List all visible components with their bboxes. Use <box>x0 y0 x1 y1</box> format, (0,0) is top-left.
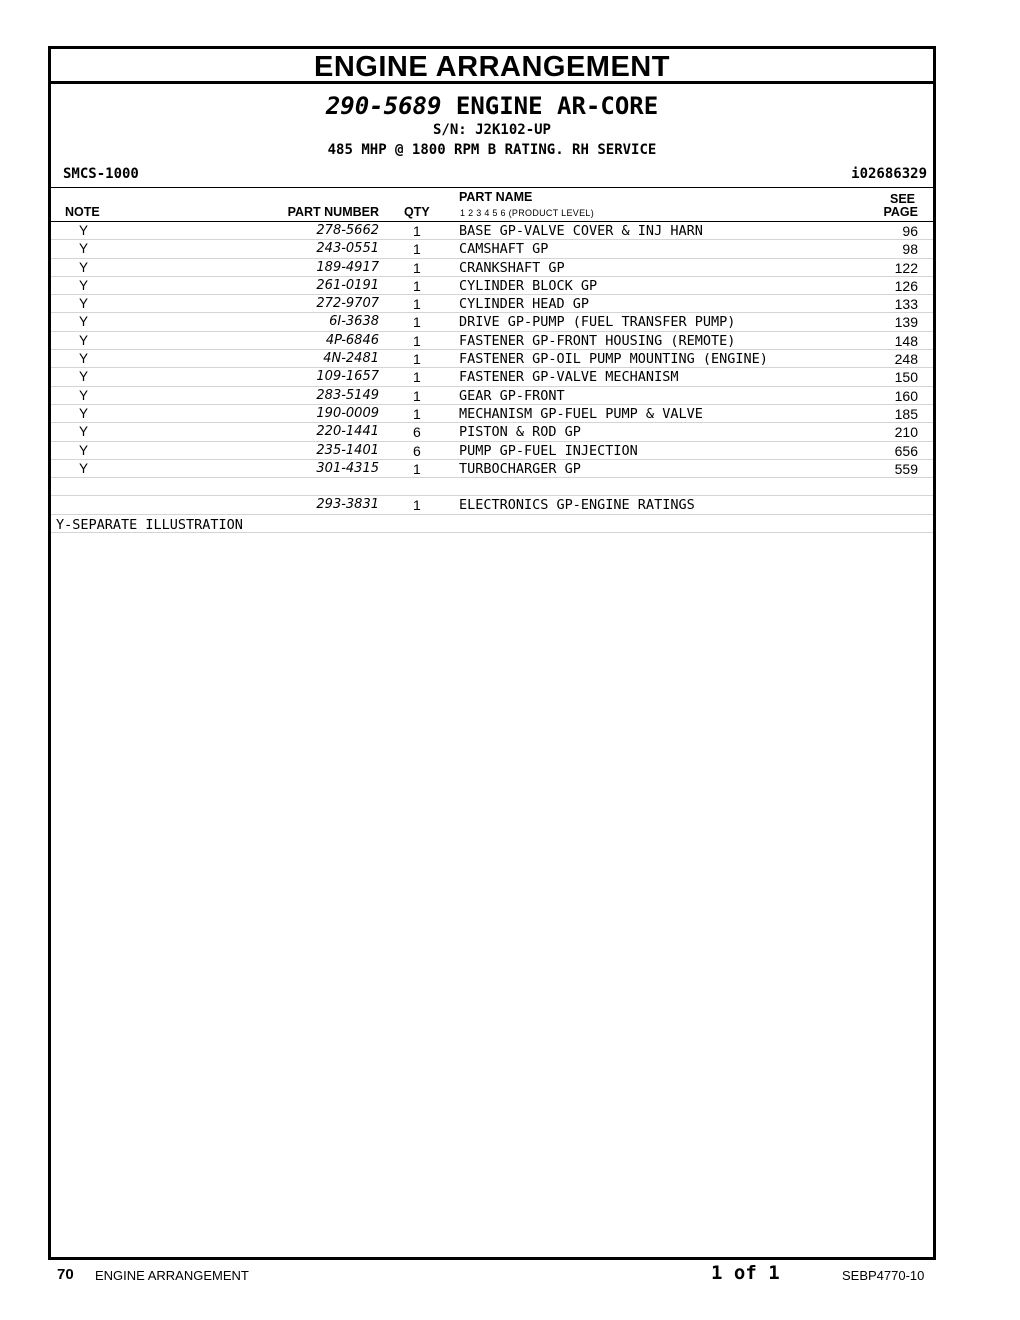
table-row <box>51 240 933 258</box>
qty-cell: 6 <box>413 442 421 459</box>
table-row <box>51 368 933 386</box>
part-number-cell[interactable]: 293-3831 <box>316 497 379 513</box>
page-frame <box>48 46 936 1260</box>
note-cell: Y <box>79 277 89 293</box>
see-page-cell[interactable]: 148 <box>894 332 918 349</box>
see-column-header: SEE <box>889 192 915 206</box>
page-column-header: PAGE <box>883 205 918 219</box>
part-name-cell: MECHANISM GP-FUEL PUMP & VALVE <box>459 405 703 422</box>
qty-cell: 1 <box>413 259 421 276</box>
qty-cell: 1 <box>413 332 421 349</box>
product-level-header: 1 2 3 4 5 6 (PRODUCT LEVEL) <box>460 208 594 218</box>
table-row <box>51 277 933 295</box>
see-page-cell[interactable]: 96 <box>902 223 918 239</box>
table-row <box>51 259 933 277</box>
part-name-cell: TURBOCHARGER GP <box>459 460 581 477</box>
table-row <box>51 387 933 405</box>
part-number-cell[interactable]: 235-1401 <box>316 442 379 458</box>
see-page-cell[interactable]: 139 <box>894 314 918 331</box>
column-header <box>51 188 933 222</box>
footnote-row <box>51 515 933 533</box>
note-cell: Y <box>79 259 89 275</box>
group-title <box>51 91 933 121</box>
see-page-cell[interactable]: 559 <box>894 460 918 477</box>
part-number-cell[interactable]: 4P-6846 <box>325 332 379 348</box>
note-cell: Y <box>79 223 89 238</box>
qty-cell: 1 <box>413 405 421 422</box>
part-name-cell: GEAR GP-FRONT <box>459 387 565 404</box>
page-title: ENGINE ARRANGEMENT <box>51 49 933 84</box>
table-row <box>51 442 933 460</box>
note-column-header: NOTE <box>65 205 100 219</box>
part-name-cell: DRIVE GP-PUMP (FUEL TRANSFER PUMP) <box>459 314 736 331</box>
part-number-cell[interactable]: 220-1441 <box>316 424 379 440</box>
qty-cell: 1 <box>413 497 421 514</box>
see-page-cell[interactable]: 210 <box>894 424 918 441</box>
see-page-cell[interactable]: 98 <box>902 241 918 258</box>
part-number-cell[interactable]: 109-1657 <box>316 369 379 385</box>
note-cell: Y <box>79 369 89 385</box>
qty-cell: 1 <box>413 296 421 313</box>
part-number-cell[interactable]: 301-4315 <box>316 460 379 476</box>
qty-cell: 1 <box>413 277 421 294</box>
note-cell: Y <box>79 460 89 476</box>
part-name-cell: BASE GP-VALVE COVER & INJ HARN <box>459 223 703 239</box>
part-name-column-header: PART NAME <box>459 190 533 204</box>
note-cell: Y <box>79 387 89 403</box>
qty-cell: 1 <box>413 387 421 404</box>
part-number-cell[interactable]: 189-4917 <box>316 259 379 275</box>
part-number-cell[interactable]: 4N-2481 <box>323 351 379 367</box>
table-row <box>51 423 933 441</box>
note-cell: Y <box>79 424 89 440</box>
qty-cell: 1 <box>413 223 421 239</box>
table-row <box>51 496 933 514</box>
page-number: 70 <box>57 1266 74 1283</box>
page-footer <box>0 1262 1020 1290</box>
see-page-cell[interactable]: 160 <box>894 387 918 404</box>
table-row <box>51 313 933 331</box>
part-number-cell[interactable]: 6I-3638 <box>329 314 379 330</box>
note-cell: Y <box>79 405 89 421</box>
serial-range: S/N: J2K102-UP <box>432 122 551 138</box>
qty-cell: 1 <box>413 351 421 368</box>
qty-column-header: QTY <box>404 205 430 219</box>
note-cell: Y <box>79 241 89 257</box>
see-page-cell[interactable]: 122 <box>894 259 918 276</box>
note-cell: Y <box>79 314 89 330</box>
see-page-cell[interactable]: 248 <box>894 351 918 368</box>
document-id: SEBP4770-10 <box>842 1268 925 1283</box>
parts-table <box>51 222 933 515</box>
table-row <box>51 350 933 368</box>
engine-rating: 485 MHP @ 1800 RPM B RATING. RH SERVICE <box>327 142 657 158</box>
table-row <box>51 460 933 478</box>
part-name-cell: PUMP GP-FUEL INJECTION <box>459 442 638 459</box>
part-name-cell: ELECTRONICS GP-ENGINE RATINGS <box>459 497 695 514</box>
page-of: 1 of 1 <box>711 1262 780 1284</box>
table-row <box>51 222 933 240</box>
see-page-cell[interactable]: 133 <box>894 296 918 313</box>
group-header <box>51 91 933 160</box>
see-page-cell[interactable]: 656 <box>894 442 918 459</box>
note-cell: Y <box>79 442 89 458</box>
part-number-cell[interactable]: 243-0551 <box>316 241 379 257</box>
illustration-id: i02686329 <box>851 166 927 182</box>
footnote: Y-SEPARATE ILLUSTRATION <box>56 516 243 533</box>
part-name-cell: FASTENER GP-OIL PUMP MOUNTING (ENGINE) <box>459 351 768 368</box>
qty-cell: 1 <box>413 314 421 331</box>
group-name: ENGINE AR-CORE <box>455 92 659 120</box>
part-number-cell[interactable]: 278-5662 <box>316 223 379 238</box>
see-page-cell[interactable]: 185 <box>894 405 918 422</box>
see-page-cell[interactable]: 150 <box>894 369 918 386</box>
note-cell: Y <box>79 296 89 312</box>
part-number-cell[interactable]: 190-0009 <box>316 405 379 421</box>
part-number-cell[interactable]: 283-5149 <box>316 387 379 403</box>
note-cell: Y <box>79 332 89 348</box>
qty-cell: 1 <box>413 460 421 477</box>
part-name-cell: FASTENER GP-FRONT HOUSING (REMOTE) <box>459 332 736 349</box>
table-row <box>51 405 933 423</box>
part-number-cell[interactable]: 272-9707 <box>316 296 379 312</box>
table-row <box>51 332 933 350</box>
part-name-cell: CRANKSHAFT GP <box>459 259 565 276</box>
table-row <box>51 478 933 496</box>
part-name-cell: FASTENER GP-VALVE MECHANISM <box>459 369 679 386</box>
part-name-cell: CYLINDER HEAD GP <box>459 296 590 313</box>
part-number-column-header: PART NUMBER <box>287 205 379 219</box>
note-cell: Y <box>79 351 89 367</box>
table-row <box>51 295 933 313</box>
smcs-row <box>51 163 933 188</box>
see-page-cell[interactable]: 126 <box>894 277 918 294</box>
part-name-cell: CYLINDER BLOCK GP <box>459 277 598 294</box>
qty-cell: 1 <box>413 369 421 386</box>
part-name-cell: PISTON & ROD GP <box>459 424 581 441</box>
part-number-cell[interactable]: 261-0191 <box>316 277 379 293</box>
qty-cell: 6 <box>413 424 421 441</box>
footer-section: ENGINE ARRANGEMENT <box>95 1268 249 1283</box>
part-name-cell: CAMSHAFT GP <box>459 241 549 258</box>
group-part-number[interactable]: 290-5689 <box>325 92 442 120</box>
qty-cell: 1 <box>413 241 421 258</box>
smcs-code: SMCS-1000 <box>63 166 139 182</box>
